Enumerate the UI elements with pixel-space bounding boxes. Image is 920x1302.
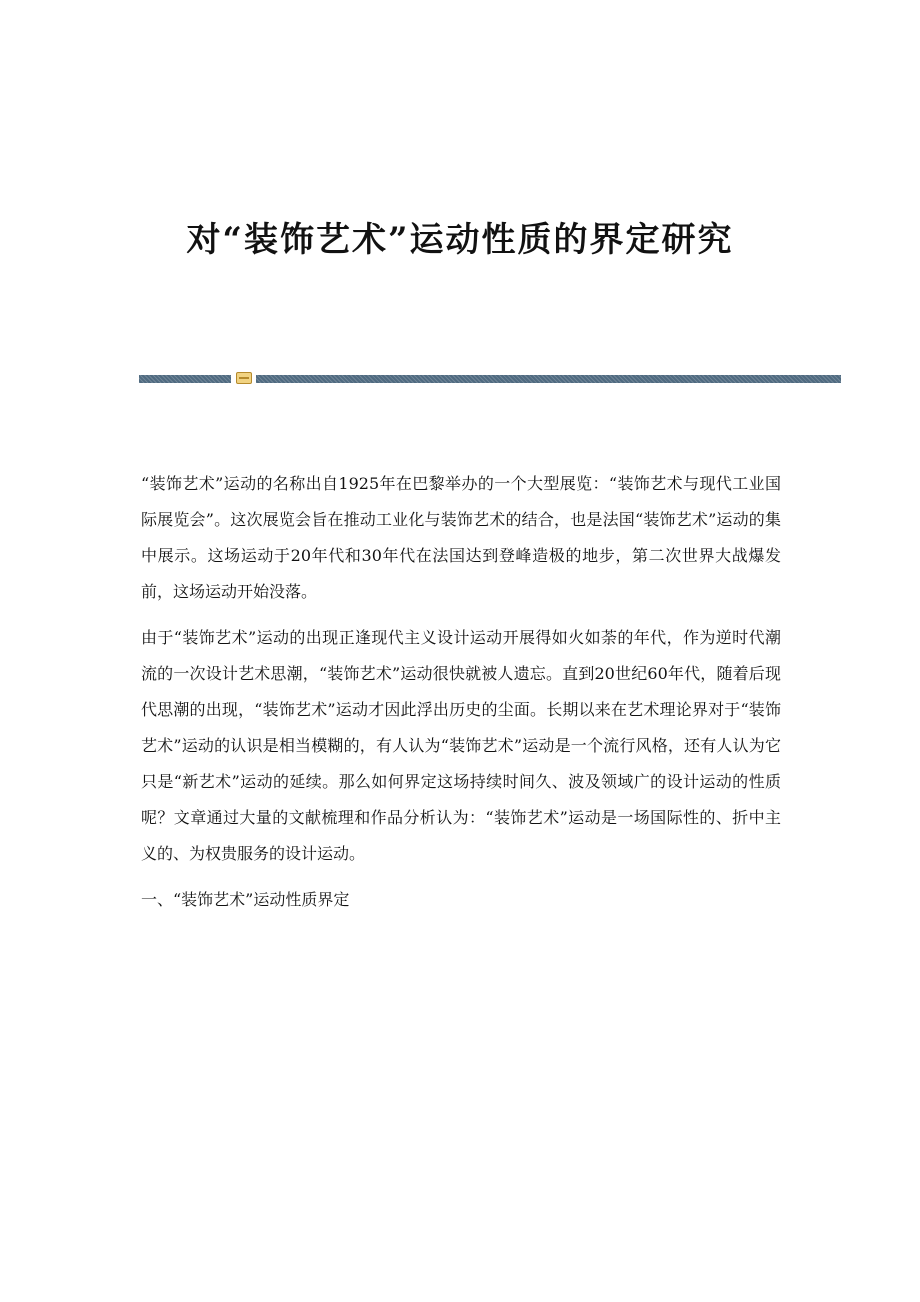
title-divider bbox=[139, 375, 841, 383]
divider-bar-right bbox=[256, 375, 841, 383]
paragraph-1: “装饰艺术”运动的名称出自1925年在巴黎举办的一个大型展览：“装饰艺术与现代工业国际展览会”。这次展览会旨在推动工业化与装饰艺术的结合，也是法国“装饰艺术”运动的集中展示。这场运动于20年代和30年代在法国达到登峰造极的地步，第二次世界大战爆发前，这场运动开始没落。 bbox=[141, 474, 781, 601]
divider-bar-left bbox=[139, 375, 231, 383]
document-body bbox=[141, 466, 781, 928]
section-heading: 一、“装饰艺术”运动性质界定 bbox=[141, 890, 350, 909]
document-title: 对“装饰艺术”运动性质的界定研究 bbox=[186, 220, 734, 260]
divider-ornament-icon bbox=[236, 372, 252, 384]
paragraph-2: 由于“装饰艺术”运动的出现正逢现代主义设计运动开展得如火如荼的年代，作为逆时代潮流的一次设计艺术思潮，“装饰艺术”运动很快就被人遗忘。直到20世纪60年代，随着后现代思潮的出现，“装饰艺术”运动才因此浮出历史的尘面。长期以来在艺术理论界对于“装饰艺术”运动的认识是相当模糊的，有人认为“装饰艺术”运动是一个流行风格，还有人认为它只是“新艺术”运动的延续。那么如何界定这场持续时间久、波及领域广的设计运动的性质呢？文章通过大量的文献梳理和作品分析认为：“装饰艺术”运动是一场国际性的、折中主义的、为权贵服务的设计运动。 bbox=[141, 628, 781, 863]
